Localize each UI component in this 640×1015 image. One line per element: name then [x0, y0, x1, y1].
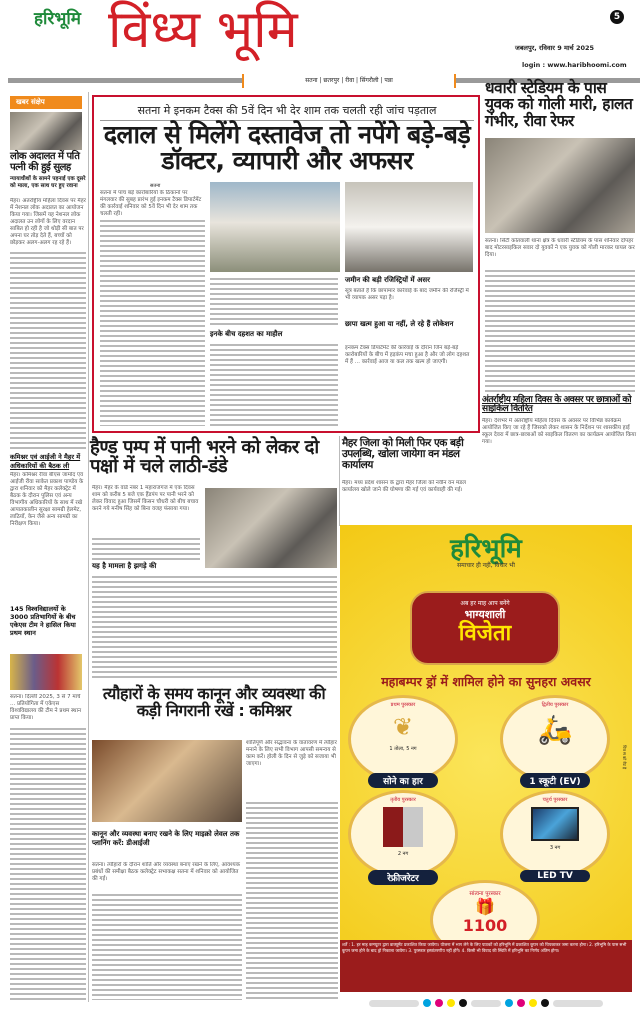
festival-headline: त्यौहारों के समय कानून और व्यवस्था की कड़ी निगरानी रखें : कमिश्नर	[102, 684, 326, 720]
lead-subhead-3: छापा खत्म हुआ या नहीं, ले रहे हैं लोकेशन	[345, 320, 454, 328]
prize-4-label: LED TV	[520, 870, 590, 882]
scooter-icon: 🛵	[537, 713, 573, 746]
pump-body: मैहर। मैहर के वार्ड नंबर 1 महाराजगंज में एक दिवस शाम को करीब 5 बजे एक हैंडपंप पर पानी भरने को लेकर विवाद हुआ जिसमें किसन चौधरी को बीच बचाव करने गये मनीष सिंह को बिना वजह फंसाया गया।	[92, 485, 199, 512]
prize-rank: चतुर्थ पुरस्कार	[542, 797, 568, 803]
lead-kicker: सतना मे इनकम टैक्स की 5वें दिन भी देर शाम तक चलती रही जांच पड़ताल	[100, 103, 474, 121]
page-number: 5	[610, 10, 624, 24]
right-body-2: मैहर। देशभर में अंतर्राष्ट्रीय महिला दिवस के अवसर पर विभिन्न कार्यक्रम आयोजित किए जा रहे हैं जिसको लेकर शासन के निर्देशन पर शासकीय हाई स्कूल देवरा में छात्र-छात्राओं को साइकिल वितरण का कार्यक्रम आयोजित किया गया।	[482, 418, 637, 445]
section-tab: खबर संक्षेप	[10, 96, 82, 109]
necklace-icon: ❦	[392, 713, 414, 741]
forest-headline: मैहर जिला को मिली फिर एक बड़ी उपलब्धि, खोला जायेगा वन मंडल कार्यालय	[342, 437, 464, 472]
ad-banner: महाबम्पर ड्रॉ में शामिल होने का सुनहरा अवसर	[381, 674, 591, 689]
tv-icon	[531, 807, 579, 841]
prize-2	[500, 695, 610, 783]
prize-rank: प्रथम पुरस्कार	[390, 702, 416, 708]
prize-qty: 1 तोला, 5 नग	[389, 746, 417, 752]
pump-body-cont	[92, 536, 200, 560]
lead-subhead-2: जमीन की बड़ी रजिस्ट्रियों में असर	[345, 276, 430, 284]
pump-headline: हैण्ड पम्प में पानी भरने को लेकर दो पक्षों में चले लाठी-डंडे	[90, 437, 319, 478]
left-headline-2: कमिश्नर एवं आईजी ने मैहर में अधिकारियों की बैठक ली	[10, 453, 81, 470]
lead-byline: सतना	[150, 183, 161, 189]
house-photo	[210, 182, 340, 272]
lead-subhead-1: इनके बीच दहशत का माहौल	[210, 330, 283, 338]
prize-rank: सांत्वना पुरस्कार	[469, 891, 501, 897]
meeting-photo	[92, 740, 242, 822]
prize-4	[500, 790, 610, 878]
ad-brand: हरिभूमि	[450, 534, 522, 564]
pump-body-cont2	[92, 574, 337, 680]
lok-adalat-photo	[10, 112, 82, 150]
lead-body-2: सूत्र बताते है कि छापामार कार्रवाई के बाद जमीन की रजिस्ट्री में भी व्यापक असर पड़ा है।	[345, 288, 469, 301]
prize-1	[348, 695, 458, 783]
left-deck-1: न्यायाधीशों के सामने पहनाई एक दूसरे को माला, एक साथ घर हुए रवाना	[10, 176, 86, 189]
akss-team-photo	[10, 654, 82, 690]
forest-body: मैहर। मध्य प्रदेश शासन के द्वारा मैहर जिला को नवीन वन मंडल कार्यालय खोले जाने की घोषणा की गई एवं कार्यवाही की गई।	[342, 480, 466, 493]
lead-body-col2b	[210, 342, 338, 426]
section-title: विंध्य भूमि	[108, 0, 298, 60]
dateline: जबलपुर, रविवार 9 मार्च 2025	[515, 44, 595, 52]
prize-2-label: 1 स्कूटी (EV)	[520, 773, 590, 788]
left-headline-3: 145 विश्वविद्यालयों के 3000 प्रतिभागियों के बीच एकेएस टीम ने हासिल किया प्रथम स्थान	[10, 605, 76, 637]
left-body-2: मैहर। कमिश्नर रीवा बीएस जामोद एवं आईजी रीवा साकेत प्रकाश पाण्डेय के द्वारा शनिवार को मैहर कलेक्ट्रेट में बैठक के दौरान पुलिस एवं अन्य विभागीय अधिकारियों के साथ में रखे आपातकालीन सुरक्षा सामग्री हेलमेट, लाठियाँ, केन जैसे अन्य सामग्री का निरीक्षण किया।	[10, 472, 84, 527]
festival-body: सतना। त्यौहारों के दौरान शांति और व्यवस्था बनाए रखने के लिए, आवश्यक प्रबंधों की समीक्षा बैठक कलेक्ट्रेट सभाकक्ष सतना में शनिवार को आयोजित की गई।	[92, 862, 240, 882]
lead-body: सतना में पांच बड़े कारोबारियों के ठिकानों पर मंगलवार की सुबह प्रारंभ हुई इनकम टैक्स डिपार्टमेंट की कार्रवाई शनिवार को 5वें दिन भी देर शाम तक चलती रही।	[100, 190, 202, 217]
festival-body-2: शांतिपूर्ण और सद्भावना के वातावरण में त्यौहार मनाने के लिए सभी विभाग आपसी समन्वय से काम करें। होली के दिन से जुड़े को सजाया भी जाएगा।	[246, 740, 337, 767]
festival-subhead: कानून और व्यवस्था बनाए रखने के लिए माइक्रो लेवल तक प्लानिंग करें: डीआईजी	[92, 830, 240, 847]
festival-body-2-cont	[246, 800, 338, 1000]
prize-rank: तृतीय पुरस्कार	[390, 797, 416, 803]
festival-body-cont	[92, 892, 242, 1000]
prize-qty: 3 नग	[549, 845, 561, 851]
district-strip: सतना | छतरपुर | रीवा | सिंगरौली | पन्ना	[242, 74, 456, 88]
gift-icon: 🎁	[475, 897, 495, 916]
car-photo	[345, 182, 473, 272]
left-body-3-cont	[10, 726, 86, 1000]
right-headline-2: अंतर्राष्ट्रीय महिला दिवस के अवसर पर छात्राओं को साइकिल वितरित	[482, 395, 632, 415]
left-body-3: सतना। दिल्ली 2025, 3 से 7 मार्च ... प्रतियोगिता में एकेएस विश्वविद्यालय की टीम ने प्रथम स्थान प्राप्त किया।	[10, 694, 82, 721]
pump-photo	[205, 488, 337, 568]
winner-badge	[410, 591, 560, 665]
prize-3-label: रेफ्रीजरेटर	[368, 870, 438, 885]
consolation-count: 1100	[462, 916, 508, 935]
right-body: सतना। सिटी कोतवाली थाना क्षेत्र के धवारी स्टेडियम के पास शनिवार दोपहर बाद मोटरसाइकिल सवार दो युवकों ने एक युवक को गोली मारकर घायल कर दिया।	[485, 238, 635, 258]
lead-headline: दलाल से मिलेंगे दस्तावेज तो नपेंगे बड़े-बड़े डॉक्टर, व्यापारी और अफसर	[103, 120, 471, 176]
right-body-cont	[485, 268, 635, 392]
left-body-1-cont	[10, 250, 86, 450]
prize-rank: द्वितीय पुरस्कार	[541, 702, 569, 708]
badge-line-3: विजेता	[458, 621, 512, 646]
prize-1-label: सोने का हार	[368, 773, 438, 788]
refrigerator-icon	[383, 807, 423, 847]
column-rule	[88, 92, 89, 1002]
stadium-photo	[485, 138, 635, 233]
lead-body-cont	[100, 218, 205, 426]
prize-3	[348, 790, 458, 878]
right-headline: धवारी स्टेडियम के पास युवक को गोली मारी, हालत गंभीर, रीवा रेफर	[485, 79, 633, 130]
lucky-draw-ad[interactable]	[340, 525, 632, 992]
left-headline-1: लोक अदालत में पति पत्नी की हुई सुलह	[10, 151, 80, 173]
registration-marks	[340, 996, 632, 1010]
lead-body-col2	[210, 276, 338, 326]
left-body-1: मैहर। अंतर्राष्ट्रीय महिला दिवस पर मैहर में नेशनल लोक अदालत का आयोजन किया गया। जिसमें यह नेशनल लोक अदालत उन लोगों के लिए वरदान साबित हो रही है जो थोड़ी सी बात पर अपना घर तोड़ देते हैं, बच्चों को छोड़कर अलग-अलग रह रहे हैं।	[10, 198, 86, 246]
badge-line-2: भाग्यशाली	[464, 608, 506, 621]
lead-body-3: इनकम टैक्स डिपार्टमेंट की कार्रवाई के दौरान जिन बड़े-बड़े कारोबारियों के बीच में हड़कंप मचा हुआ है और जो लोग दहशत में हैं ... कार्रवाई आज या कल तक खत्म हो जाएगी।	[345, 345, 470, 365]
prize-qty: 2 नग	[397, 851, 409, 857]
pump-subhead: यह है मामला है झगड़े की	[92, 562, 157, 570]
brand-logo: हरिभूमि	[34, 9, 81, 29]
ad-side-note: चित्र स को बैट है	[622, 745, 627, 770]
badge-line-1: अब हर माह आप बनेंगे	[460, 600, 510, 607]
column-rule-2	[339, 436, 340, 526]
website-login[interactable]: login : www.haribhoomi.com	[522, 61, 627, 69]
ad-terms: शर्तें : 1. हर माह कम्प्यूटर द्वारा डाक्यूमेंट प्रकाशित किया जायेगा। योजना में भाग लेने के लिए पाठकों को हरिभूमि में प्रकाशित कूपन को चिपकाकर जमा करना होगा। 2. हरिभूमि के पास सभी कूपन जमा होने के बाद ड्रॉ निकाला जायेगा। 3. पुरस्कार हस्तांतरणीय नहीं होंगे। 4. किसी भी विवाद की स्थिति में हरिभूमि का निर्णय अंतिम होगा।	[340, 940, 632, 992]
ad-tagline: समाचार ही नहीं, विचार भी	[457, 562, 515, 569]
